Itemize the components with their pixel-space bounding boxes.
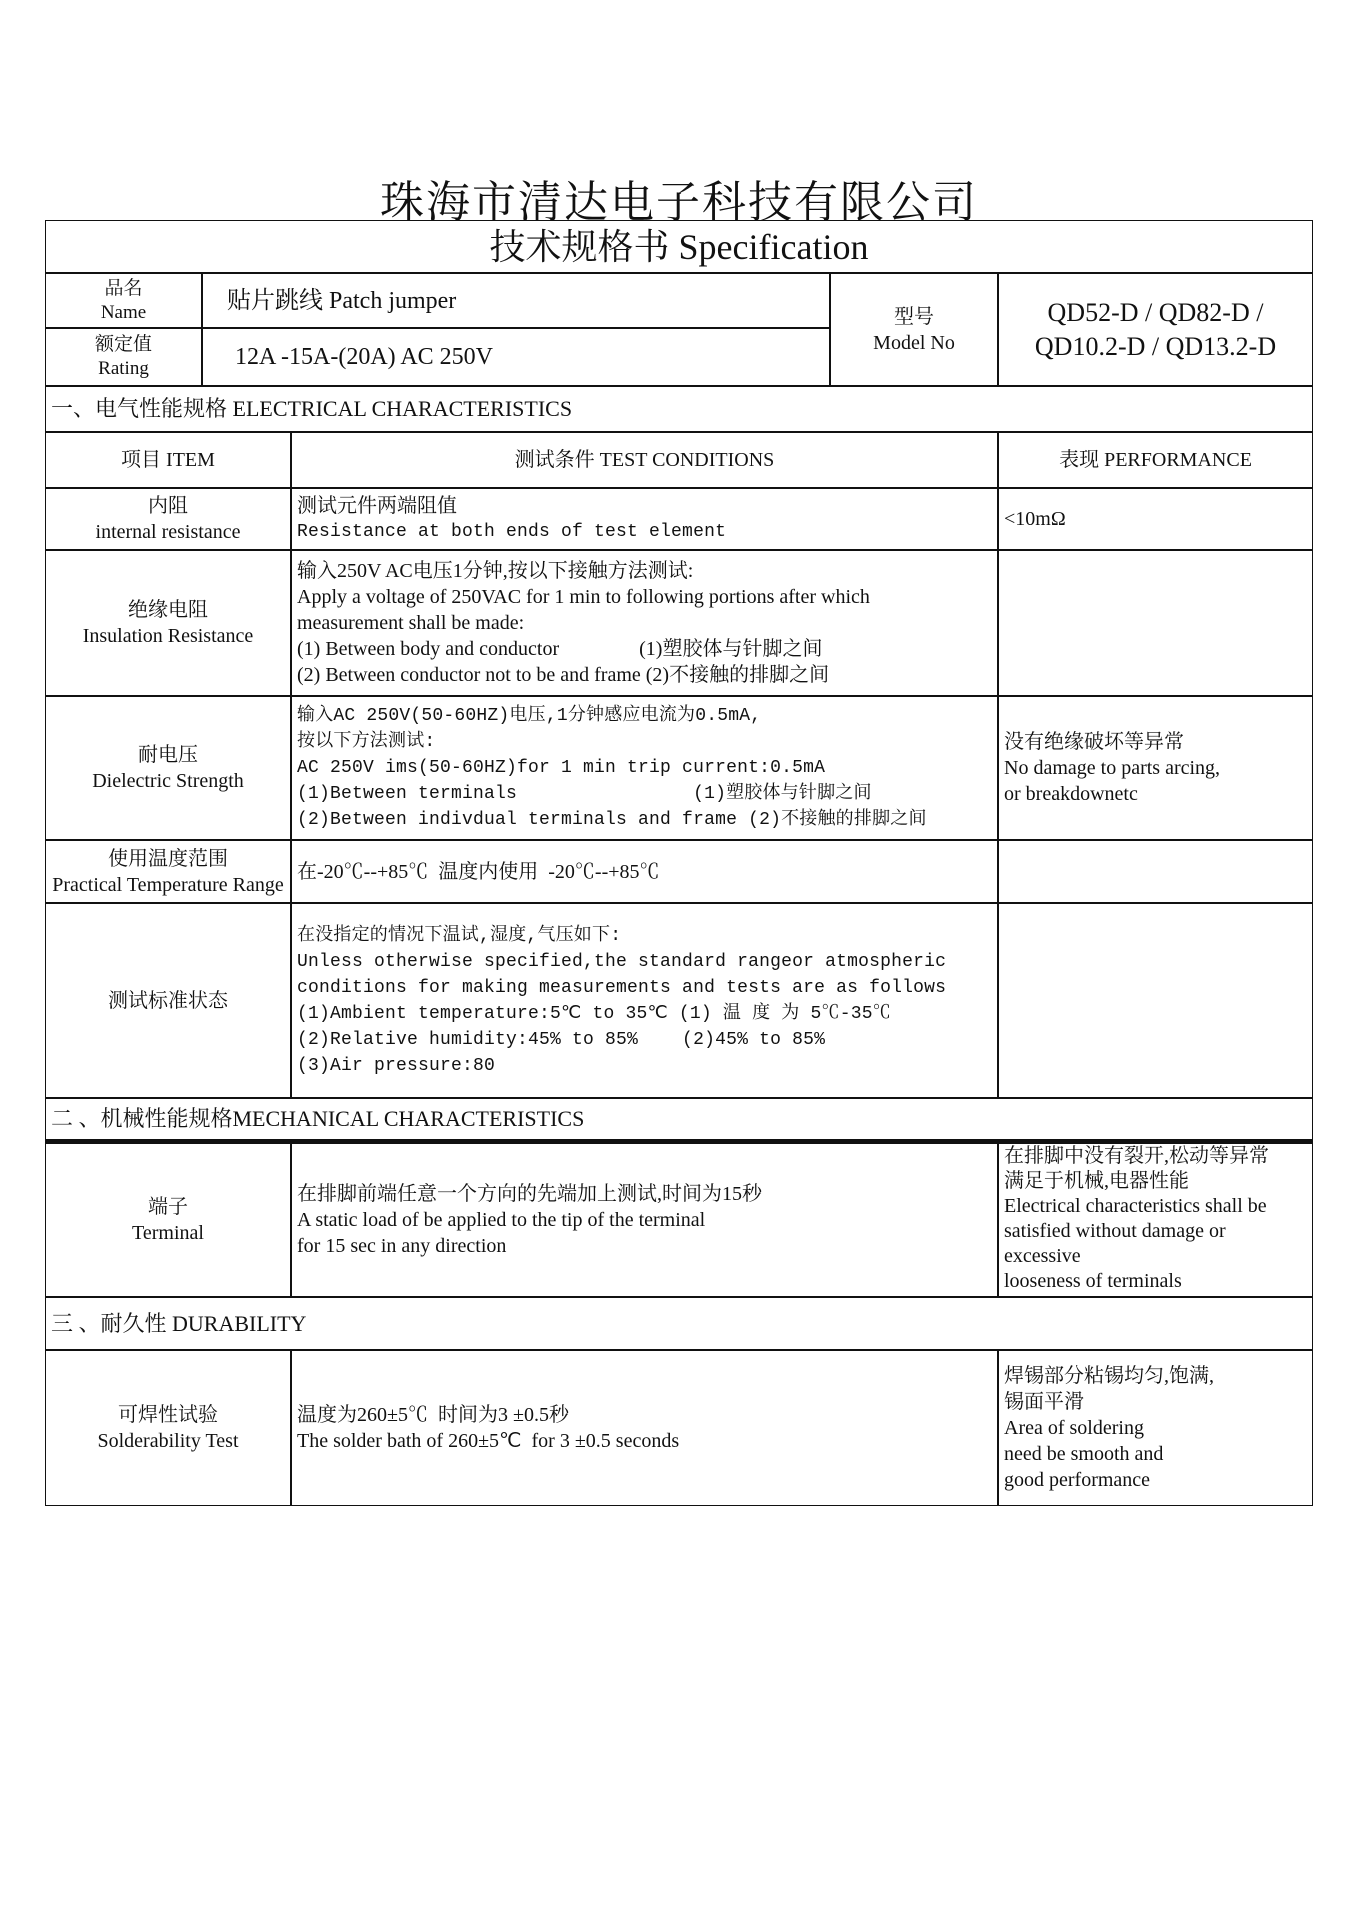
model-value [998,273,1313,386]
item-dielectric [45,696,291,840]
cond-line: 在-20℃--+85℃ 温度内使用 -20℃--+85℃ [297,860,660,883]
cond-line: 在排脚前端任意一个方向的先端加上测试,时间为15秒 [297,1183,762,1205]
rating-en: Rating [98,358,149,379]
cond-line: A static load of be applied to the tip of the terminal [297,1209,706,1231]
perf-line: 没有绝缘破坏等异常 [1004,731,1184,753]
company-name: 珠海市清达电子科技有限公司 [380,178,978,227]
cond-line: conditions for making measurements and tests are as follows [297,977,947,998]
perf-line: good performance [1004,1469,1151,1491]
cond-line: AC 250V ims(50-60HZ)for 1 min trip current:0.5mA [297,758,826,778]
cond-line: The solder bath of 260±5℃ for 3 ±0.5 seconds [297,1430,680,1452]
cond-solder [291,1350,998,1506]
perf-line: 在排脚中没有裂开,松动等异常 [1004,1145,1269,1167]
item-cn: 测试标准状态 [108,989,228,1012]
section-mechanical: 二 、机械性能规格MECHANICAL CHARACTERISTICS [45,1098,1313,1143]
perf-solder [998,1350,1313,1506]
perf-terminal [998,1143,1313,1297]
item-en: Terminal [132,1222,204,1244]
cond-line: (3)Air pressure:80 [297,1055,496,1076]
perf-line: 满足于机械,电器性能 [1004,1170,1189,1192]
cond-line: 输入250V AC电压1分钟,按以下接触方法测试: [297,560,694,582]
model-label [830,273,998,386]
item-cn: 可焊性试验 [118,1404,218,1426]
item-resistance [45,488,291,550]
col-item: 项目 ITEM [45,432,291,488]
item-en: Dielectric Strength [92,770,244,792]
cond-temperature [291,840,998,903]
name-cn: 品名 [104,277,143,299]
cond-resistance [291,488,998,550]
name-en: Name [100,301,147,323]
perf-line: Area of soldering [1004,1417,1144,1439]
perf-insulation [998,550,1313,696]
cond-line: for 15 sec in any direction [297,1235,507,1257]
name-label [45,273,202,328]
perf-dielectric [998,696,1313,840]
item-en: Solderability Test [97,1430,239,1452]
rating-value: 12A -15A-(20A) AC 250V [202,328,830,386]
item-terminal [45,1143,291,1297]
perf-line: satisfied without damage or [1004,1220,1226,1242]
cond-line: (1) Between body and conductor (1)塑胶体与针脚之间 [297,638,823,660]
rating-cn: 额定值 [94,334,152,355]
item-cn: 使用温度范围 [108,847,228,870]
col-performance: 表现 PERFORMANCE [998,432,1313,488]
model-cn: 型号 [894,305,934,328]
cond-insulation [291,550,998,696]
perf-temperature [998,840,1313,903]
perf-standard [998,903,1313,1098]
perf-line: excessive [1004,1245,1081,1267]
cond-line: (2) Between conductor not to be and frame (2)不接触的排脚之间 [297,664,830,686]
section-durability: 三 、耐久性 DURABILITY [45,1297,1313,1350]
item-en: Practical Temperature Range [52,873,284,896]
cond-line: Apply a voltage of 250VAC for 1 min to following portions after which [297,586,870,608]
item-insulation [45,550,291,696]
perf-line: 锡面平滑 [1004,1391,1084,1413]
cond-line: measurement shall be made: [297,612,525,634]
perf-line: need be smooth and [1004,1443,1164,1465]
cond-line: 按以下方法测试: [297,732,436,752]
cond-line: 在没指定的情况下温试,湿度,气压如下: [297,925,622,946]
cond-standard [291,903,998,1098]
item-en: internal resistance [95,521,241,543]
item-cn: 内阻 [148,495,188,517]
model-en: Model No [873,331,955,354]
cond-line: 温度为260±5℃ 时间为3 ±0.5秒 [297,1404,569,1426]
spec-title: 技术规格书 Specification [45,220,1313,273]
cond-terminal [291,1143,998,1297]
perf-line: 焊锡部分粘锡均匀,饱满, [1004,1365,1214,1387]
cond-line: Resistance at both ends of test element [297,522,727,542]
perf-line: No damage to parts arcing, [1004,757,1221,779]
item-cn: 耐电压 [138,744,198,766]
model-value-2: QD10.2-D / QD13.2-D [1034,331,1277,361]
model-value-1: QD52-D / QD82-D / [1047,297,1264,327]
item-solder [45,1350,291,1506]
cond-line: (2)Between indivdual terminals and frame (2)不接触的排脚之间 [297,810,927,830]
rating-label [45,328,202,386]
cond-line: Unless otherwise specified,the standard rangeor atmospheric [297,951,947,972]
item-cn: 端子 [148,1196,188,1218]
perf-line: Electrical characteristics shall be [1004,1195,1267,1217]
item-standard [45,903,291,1098]
item-cn: 绝缘电阻 [128,599,208,621]
cond-line: 输入AC 250V(50-60HZ)电压,1分钟感应电流为0.5mA, [297,706,762,726]
col-conditions: 测试条件 TEST CONDITIONS [291,432,998,488]
cond-dielectric [291,696,998,840]
cond-line: (2)Relative humidity:45% to 85% (2)45% to 85% [297,1029,826,1050]
perf-line: or breakdownetc [1004,783,1138,805]
item-en: Insulation Resistance [82,625,254,647]
name-value: 贴片跳线 Patch jumper [202,273,830,328]
perf-line: looseness of terminals [1004,1270,1182,1292]
cond-line: (1)Ambient temperature:5℃ to 35℃ (1) 温 度 为 5℃-35℃ [297,1003,891,1024]
item-temperature [45,840,291,903]
perf-resistance: <10mΩ [998,488,1313,550]
section-electrical: 一、电气性能规格 ELECTRICAL CHARACTERISTICS [45,386,1313,432]
cond-line: 测试元件两端阻值 [297,495,457,517]
cond-line: (1)Between terminals (1)塑胶体与针脚之间 [297,784,872,804]
